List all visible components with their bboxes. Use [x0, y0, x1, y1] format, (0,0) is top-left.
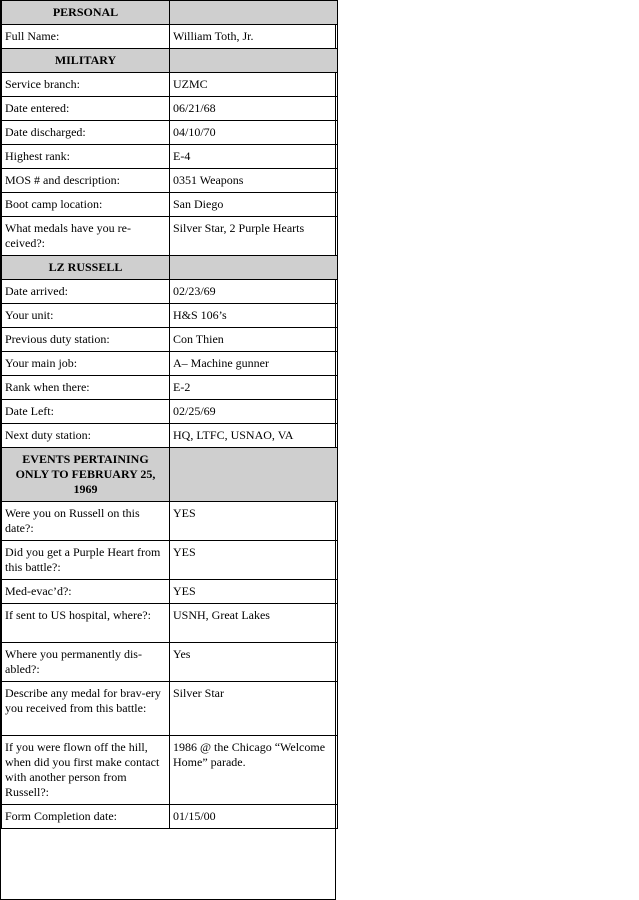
table-row [2, 643, 338, 682]
table-row [2, 604, 338, 643]
answer-value: 02/25/69 [170, 400, 338, 424]
question-label: Your unit: [2, 304, 170, 328]
table-row [2, 145, 338, 169]
answer-value: 04/10/70 [170, 121, 338, 145]
section-title: PERSONAL [2, 1, 170, 25]
question-label: Rank when there: [2, 376, 170, 400]
question-label: Highest rank: [2, 145, 170, 169]
answer-value: San Diego [170, 193, 338, 217]
question-label: Date arrived: [2, 280, 170, 304]
question-label: Form Completion date: [2, 805, 170, 829]
answer-value: E-4 [170, 145, 338, 169]
question-label: Date discharged: [2, 121, 170, 145]
answer-value: A– Machine gunner [170, 352, 338, 376]
question-label: Full Name: [2, 25, 170, 49]
section-header-military [2, 49, 338, 73]
section-title: LZ RUSSELL [2, 256, 170, 280]
table-row [2, 736, 338, 805]
question-label: MOS # and description: [2, 169, 170, 193]
questionnaire-table [1, 0, 338, 829]
question-label: Were you on Russell on this date?: [2, 502, 170, 541]
answer-value: 02/23/69 [170, 280, 338, 304]
table-row [2, 400, 338, 424]
section-header-blank [170, 256, 338, 280]
question-label: Did you get a Purple Heart from this battle?: [2, 541, 170, 580]
answer-value: 0351 Weapons [170, 169, 338, 193]
section-header-personal [2, 1, 338, 25]
section-title: EVENTS PERTAINING ONLY TO FEBRUARY 25, 1969 [2, 448, 170, 502]
table-row [2, 805, 338, 829]
question-label: If sent to US hospital, where?: [2, 604, 170, 643]
answer-value: YES [170, 541, 338, 580]
section-header-lz-russell [2, 256, 338, 280]
table-row [2, 304, 338, 328]
answer-value: YES [170, 502, 338, 541]
section-header-blank [170, 49, 338, 73]
table-row [2, 217, 338, 256]
section-header-events [2, 448, 338, 502]
question-label: If you were flown off the hill, when did you first make contact with another person from Russell?: [2, 736, 170, 805]
table-row [2, 376, 338, 400]
table-row [2, 541, 338, 580]
answer-value: H&S 106’s [170, 304, 338, 328]
answer-value: Silver Star, 2 Purple Hearts [170, 217, 338, 256]
section-header-blank [170, 448, 338, 502]
section-title: MILITARY [2, 49, 170, 73]
question-label: Where you permanently dis-abled?: [2, 643, 170, 682]
question-label: What medals have you re-ceived?: [2, 217, 170, 256]
table-row [2, 121, 338, 145]
answer-value: UZMC [170, 73, 338, 97]
answer-value: William Toth, Jr. [170, 25, 338, 49]
answer-value: USNH, Great Lakes [170, 604, 338, 643]
question-label: Describe any medal for brav-ery you received from this battle: [2, 682, 170, 736]
question-label: Your main job: [2, 352, 170, 376]
question-label: Boot camp location: [2, 193, 170, 217]
question-label: Date Left: [2, 400, 170, 424]
table-row [2, 25, 338, 49]
answer-value: 01/15/00 [170, 805, 338, 829]
table-row [2, 352, 338, 376]
question-label: Next duty station: [2, 424, 170, 448]
question-label: Previous duty station: [2, 328, 170, 352]
question-label: Service branch: [2, 73, 170, 97]
table-row [2, 424, 338, 448]
table-row [2, 280, 338, 304]
table-row [2, 580, 338, 604]
answer-value: Yes [170, 643, 338, 682]
answer-value: Con Thien [170, 328, 338, 352]
table-row [2, 682, 338, 736]
table-row [2, 502, 338, 541]
answer-value: Silver Star [170, 682, 338, 736]
question-label: Date entered: [2, 97, 170, 121]
section-header-blank [170, 1, 338, 25]
table-row [2, 193, 338, 217]
question-label: Med-evac’d?: [2, 580, 170, 604]
answer-value: YES [170, 580, 338, 604]
table-row [2, 169, 338, 193]
answer-value: E-2 [170, 376, 338, 400]
answer-value: HQ, LTFC, USNAO, VA [170, 424, 338, 448]
answer-value: 06/21/68 [170, 97, 338, 121]
table-row [2, 328, 338, 352]
table-row [2, 97, 338, 121]
answer-value: 1986 @ the Chicago “Welcome Home” parade. [170, 736, 338, 805]
table-row [2, 73, 338, 97]
